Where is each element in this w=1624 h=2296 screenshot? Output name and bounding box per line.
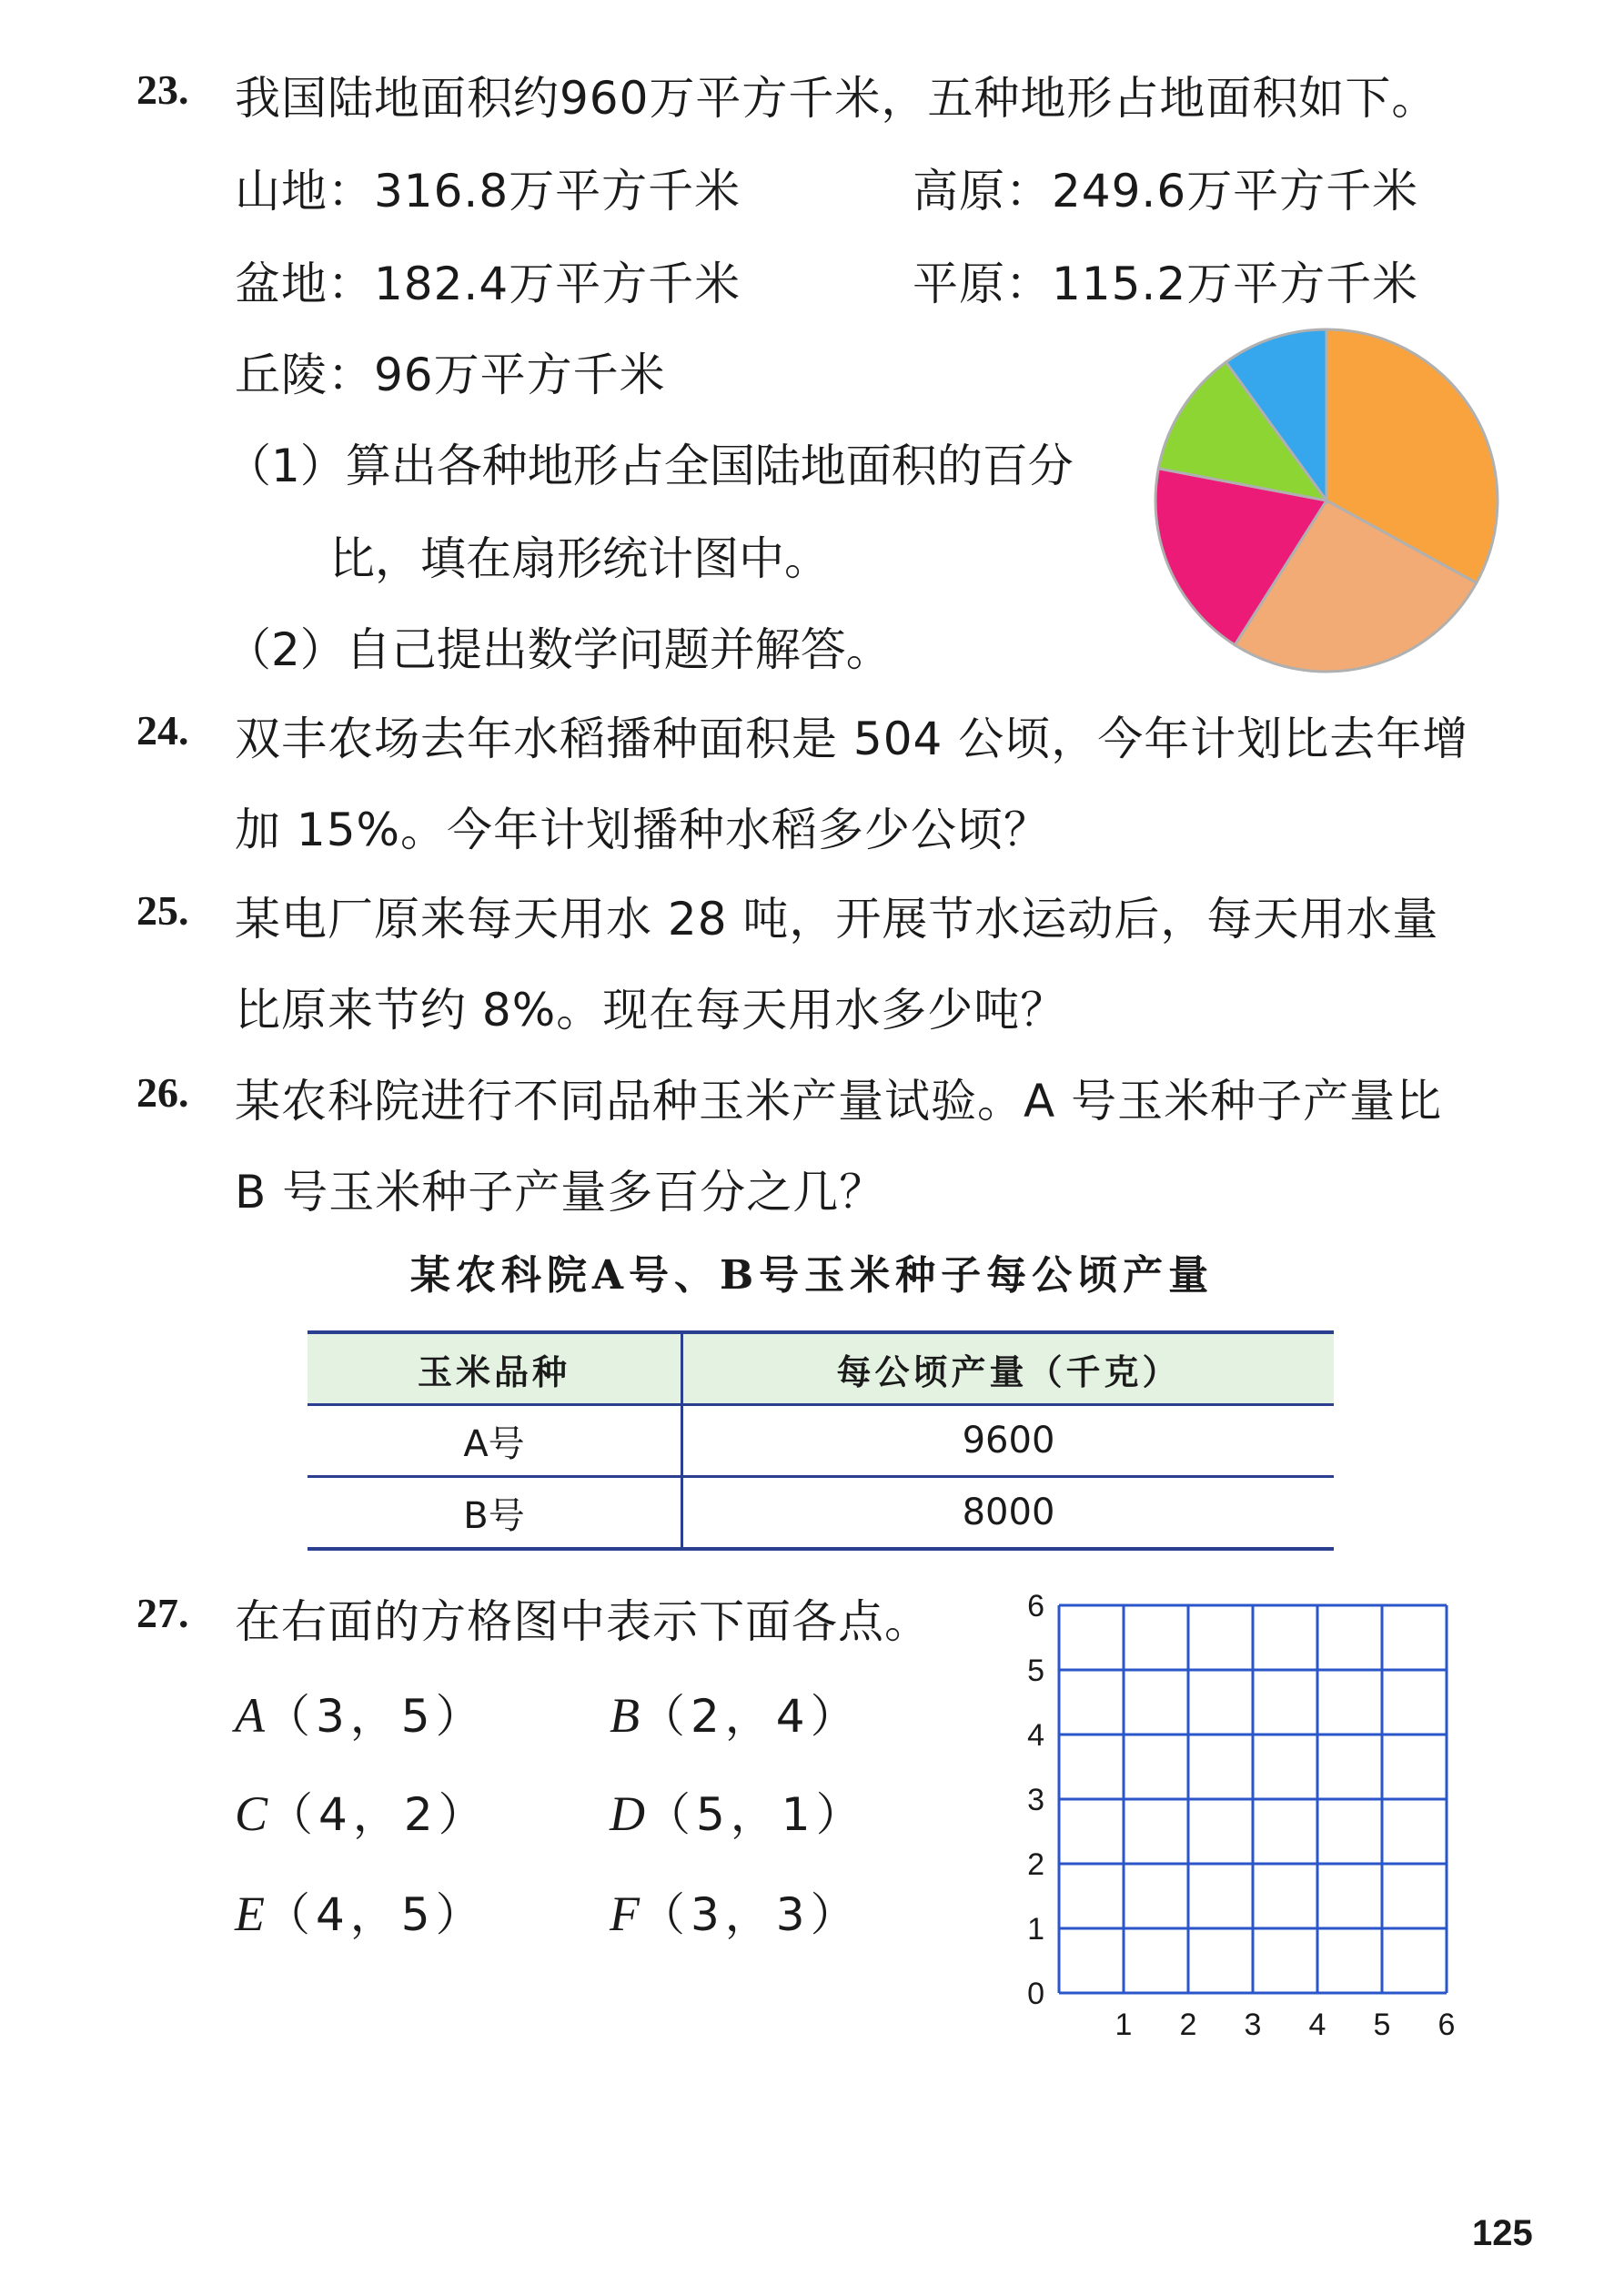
x-tick-label: 1 — [1115, 2008, 1133, 2042]
q24-line2: 加 15%。今年计划播种水稻多少公顷？ — [235, 804, 1051, 856]
point-c — [235, 1778, 489, 1844]
item-label: 盆地： — [235, 258, 374, 310]
item-value: 96万平方千米 — [374, 349, 666, 401]
q27-intro: 在右面的方格图中表示下面各点。 — [235, 1595, 931, 1648]
point-f — [610, 1878, 862, 1944]
x-tick-label: 2 — [1179, 2008, 1197, 2042]
point-name: C — [235, 1786, 268, 1841]
point-e — [235, 1878, 487, 1944]
q23-intro: 我国陆地面积约960万平方千米，五种地形占地面积如下。 — [235, 72, 1438, 125]
point-coord: （5，1） — [645, 1788, 867, 1841]
table-cell: 9600 — [682, 1405, 1335, 1477]
table-header-row — [308, 1332, 1334, 1405]
pie-chart — [1148, 328, 1530, 673]
q23-number: 23. — [136, 66, 189, 113]
table-title: 某农科院A号、B号玉米种子每公顷产量 — [409, 1252, 1215, 1299]
q24-number: 24. — [136, 707, 189, 754]
q23-item-mountain — [235, 155, 741, 220]
q25-number: 25. — [136, 887, 189, 934]
x-tick-label: 4 — [1308, 2008, 1326, 2042]
y-tick-label: 5 — [1027, 1654, 1044, 1688]
q26-line1: 某农科院进行不同品种玉米产量试验。A 号玉米种子产量比 — [235, 1075, 1443, 1128]
q26-number: 26. — [136, 1069, 189, 1116]
point-d — [610, 1778, 867, 1844]
point-a — [235, 1680, 487, 1745]
table-row — [308, 1405, 1334, 1477]
x-tick-label: 5 — [1373, 2008, 1391, 2042]
q23-item-plateau — [913, 155, 1418, 220]
q25-line1: 某电厂原来每天用水 28 吨，开展节水运动后，每天用水量 — [235, 893, 1439, 946]
point-name: B — [610, 1688, 640, 1743]
table-cell: 8000 — [962, 1492, 1055, 1533]
point-coord: （4，2） — [267, 1788, 489, 1841]
q24-line1: 双丰农场去年水稻播种面积是 504 公顷，今年计划比去年增 — [235, 713, 1469, 765]
point-coord: （3，3） — [640, 1888, 862, 1941]
point-coord: （3，5） — [265, 1690, 487, 1743]
yield-table — [308, 1330, 1334, 1551]
item-value: 316.8万平方千米 — [374, 165, 741, 217]
page-number: 125 — [1472, 2213, 1533, 2253]
x-tick-label: 6 — [1437, 2008, 1456, 2042]
point-coord: （4，5） — [265, 1888, 487, 1941]
y-tick-label: 4 — [1027, 1718, 1044, 1753]
q23-sub2: （2）自己提出数学问题并解答。 — [226, 623, 892, 676]
y-tick-label: 2 — [1027, 1847, 1044, 1882]
q23-sub1-line1: （1）算出各种地形占全国陆地面积的百分 — [226, 440, 1074, 492]
x-tick-label: 3 — [1244, 2008, 1262, 2042]
point-name: E — [235, 1886, 265, 1941]
q26-line2: B 号玉米种子产量多百分之几？ — [235, 1166, 886, 1219]
item-label: 山地： — [235, 165, 374, 217]
q23-item-basin — [235, 248, 741, 313]
y-tick-label: 6 — [1027, 1589, 1044, 1623]
table-cell: A号 — [308, 1405, 682, 1477]
item-label: 平原： — [913, 258, 1052, 310]
table-header: 每公顷产量（千克） — [682, 1332, 1335, 1405]
item-value: 115.2万平方千米 — [1052, 258, 1419, 310]
y-tick-label: 0 — [1027, 1977, 1044, 2011]
q23-item-plain — [913, 248, 1418, 313]
table-cell: B号 — [308, 1477, 682, 1550]
point-name: F — [610, 1886, 640, 1941]
table-row — [308, 1477, 1334, 1550]
point-name: D — [610, 1786, 645, 1841]
item-value: 249.6万平方千米 — [1052, 165, 1419, 217]
item-label: 丘陵： — [235, 349, 374, 401]
q23-item-hills — [235, 339, 666, 404]
point-b — [610, 1680, 862, 1745]
item-value: 182.4万平方千米 — [374, 258, 741, 310]
q25-line2: 比原来节约 8%。现在每天用水多少吨？ — [235, 984, 1067, 1037]
point-name: A — [235, 1688, 265, 1743]
q27-number: 27. — [136, 1590, 189, 1636]
y-tick-label: 3 — [1027, 1783, 1044, 1817]
point-coord: （2，4） — [640, 1690, 862, 1743]
item-label: 高原： — [913, 165, 1052, 217]
coordinate-grid — [1010, 1589, 1483, 2057]
q23-sub1-line2: 比，填在扇形统计图中。 — [329, 532, 830, 585]
table-header: 玉米品种 — [308, 1332, 682, 1405]
y-tick-label: 1 — [1027, 1912, 1044, 1947]
